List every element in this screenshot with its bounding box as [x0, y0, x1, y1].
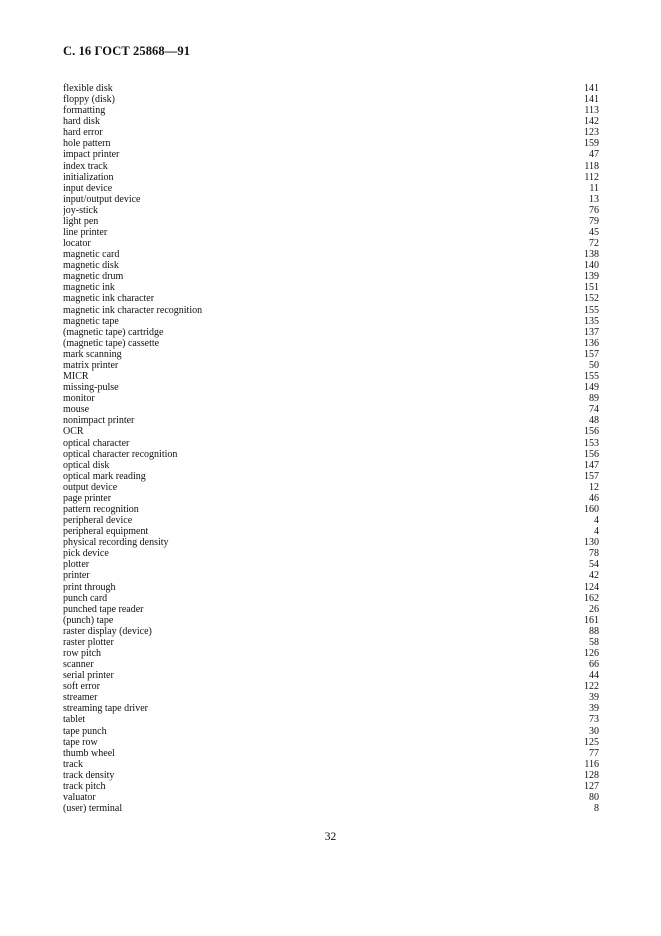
index-term: print through	[63, 581, 116, 593]
index-entry	[63, 216, 599, 227]
index-entry	[63, 493, 599, 504]
index-term: track density	[63, 769, 115, 781]
index-term: magnetic ink character recognition	[63, 304, 203, 316]
index-entry	[63, 83, 599, 94]
index-page-ref: 118	[584, 160, 599, 172]
index-entry	[63, 537, 599, 548]
index-entry	[63, 138, 599, 149]
index-entry	[63, 471, 599, 482]
index-page-ref: 136	[584, 337, 599, 349]
index-term: page printer	[63, 492, 112, 504]
index-entry	[63, 604, 599, 615]
index-term: initialization	[63, 171, 114, 183]
page-header: С. 16 ГОСТ 25868—91	[63, 44, 191, 58]
index-page-ref: 127	[584, 780, 599, 792]
index-page-ref: 77	[589, 747, 599, 759]
index-page-ref: 124	[584, 581, 599, 593]
index-entry	[63, 526, 599, 537]
page-number: 32	[324, 831, 337, 843]
index-entry	[63, 770, 599, 781]
index-term: input device	[63, 182, 113, 194]
index-entry	[63, 593, 599, 604]
index-term: nonimpact printer	[63, 415, 135, 427]
index-entry	[63, 626, 599, 637]
index-page-ref: 39	[589, 703, 599, 715]
index-entry	[63, 460, 599, 471]
index-term: magnetic card	[63, 249, 120, 261]
index-term: streamer	[63, 692, 98, 704]
index-entry	[63, 305, 599, 316]
index-term: optical character	[63, 437, 130, 449]
index-page-ref: 139	[584, 271, 599, 283]
index-term: MICR	[63, 371, 89, 383]
index-entry	[63, 105, 599, 116]
index-term: pattern recognition	[63, 503, 139, 515]
index-entry	[63, 692, 599, 703]
index-term: mark scanning	[63, 348, 122, 360]
index-term: soft error	[63, 681, 100, 693]
index-page-ref: 123	[584, 127, 599, 139]
index-entry	[63, 149, 599, 160]
index-entry	[63, 748, 599, 759]
index-entry	[63, 792, 599, 803]
index-term: magnetic ink	[63, 282, 115, 294]
index-page-ref: 137	[584, 326, 599, 338]
index-entry	[63, 482, 599, 493]
index-page-ref: 116	[584, 758, 599, 770]
index-entry	[63, 238, 599, 249]
index-term: valuator	[63, 792, 96, 803]
index-term: magnetic disk	[63, 260, 119, 272]
index-entry	[63, 338, 599, 349]
index-term: (user) terminal	[63, 803, 123, 815]
index-page-ref: 48	[589, 415, 599, 427]
index-page-ref: 88	[589, 625, 599, 637]
index-term: (punch) tape	[63, 614, 114, 626]
index-page-ref: 162	[584, 592, 599, 604]
index-term: monitor	[63, 393, 95, 405]
index-page-ref: 156	[584, 426, 599, 438]
index-term: raster plotter	[63, 636, 114, 648]
index-list	[63, 83, 599, 814]
index-entry	[63, 349, 599, 360]
index-page-ref: 39	[589, 692, 599, 704]
index-entry	[63, 194, 599, 205]
index-term: flexible disk	[63, 83, 113, 94]
index-page-ref: 157	[584, 348, 599, 360]
index-term: joy-stick	[63, 204, 98, 216]
index-entry	[63, 615, 599, 626]
index-page-ref: 125	[584, 736, 599, 748]
index-page-ref: 73	[589, 714, 599, 726]
index-entry	[63, 781, 599, 792]
index-entry	[63, 548, 599, 559]
index-entry	[63, 382, 599, 393]
index-term: matrix printer	[63, 359, 119, 371]
index-term: OCR	[63, 426, 84, 438]
index-entry	[63, 249, 599, 260]
index-page-ref: 151	[584, 282, 599, 294]
index-term: scanner	[63, 659, 94, 671]
index-page-ref: 4	[594, 515, 599, 527]
index-term: (magnetic tape) cartridge	[63, 326, 164, 338]
index-term: tape row	[63, 736, 98, 748]
index-term: thumb wheel	[63, 747, 115, 759]
index-page-ref: 13	[589, 193, 599, 205]
index-page-ref: 72	[589, 238, 599, 250]
index-term: hard error	[63, 127, 103, 139]
index-entry	[63, 371, 599, 382]
index-term: optical disk	[63, 459, 110, 471]
index-entry	[63, 449, 599, 460]
index-page-ref: 128	[584, 769, 599, 781]
index-term: streaming tape driver	[63, 703, 148, 715]
index-term: magnetic tape	[63, 315, 119, 327]
index-entry	[63, 737, 599, 748]
index-entry	[63, 282, 599, 293]
index-term: magnetic ink character	[63, 293, 155, 305]
index-entry	[63, 681, 599, 692]
index-term: serial printer	[63, 670, 114, 682]
index-term: (magnetic tape) cassette	[63, 337, 160, 349]
index-entry	[63, 504, 599, 515]
index-page-ref: 30	[589, 725, 599, 737]
index-term: track pitch	[63, 780, 106, 792]
index-page-ref: 42	[589, 570, 599, 582]
index-term: impact printer	[63, 149, 120, 161]
index-page-ref: 26	[589, 603, 599, 615]
index-page-ref: 46	[589, 492, 599, 504]
index-entry	[63, 116, 599, 127]
index-term: formatting	[63, 105, 106, 117]
index-entry	[63, 648, 599, 659]
index-term: pick device	[63, 548, 109, 560]
index-entry	[63, 360, 599, 371]
index-entry	[63, 227, 599, 238]
index-entry	[63, 582, 599, 593]
index-page-ref: 152	[584, 293, 599, 305]
index-page-ref: 147	[584, 459, 599, 471]
index-page-ref: 79	[589, 215, 599, 227]
index-term: index track	[63, 160, 108, 172]
index-page-ref: 44	[589, 670, 599, 682]
index-page-ref: 54	[589, 559, 599, 571]
index-page-ref: 149	[584, 382, 599, 394]
index-entry	[63, 205, 599, 216]
index-term: raster display (device)	[63, 625, 152, 637]
index-page-ref: 157	[584, 470, 599, 482]
index-page-ref: 130	[584, 537, 599, 549]
index-entry	[63, 260, 599, 271]
index-page-ref: 66	[589, 659, 599, 671]
index-entry	[63, 94, 599, 105]
index-page-ref: 47	[589, 149, 599, 161]
index-page-ref: 89	[589, 393, 599, 405]
index-entry	[63, 316, 599, 327]
index-entry	[63, 415, 599, 426]
index-term: peripheral device	[63, 515, 133, 527]
index-page-ref: 76	[589, 204, 599, 216]
index-entry	[63, 570, 599, 581]
index-term: output device	[63, 481, 118, 493]
index-entry	[63, 559, 599, 570]
index-entry	[63, 759, 599, 770]
index-page-ref: 142	[584, 116, 599, 128]
index-term: input/output device	[63, 193, 141, 205]
index-page-ref: 12	[589, 481, 599, 493]
index-entry	[63, 726, 599, 737]
index-page-ref: 112	[584, 171, 599, 183]
index-page-ref: 80	[589, 792, 599, 803]
index-term: punch card	[63, 592, 108, 604]
index-entry	[63, 803, 599, 814]
index-term: line printer	[63, 227, 108, 239]
index-entry	[63, 293, 599, 304]
index-term: light pen	[63, 215, 99, 227]
index-page-ref: 161	[584, 614, 599, 626]
index-entry	[63, 127, 599, 138]
index-page-ref: 122	[584, 681, 599, 693]
index-entry	[63, 271, 599, 282]
index-entry	[63, 426, 599, 437]
index-entry	[63, 670, 599, 681]
index-page-ref: 11	[589, 182, 599, 194]
index-page-ref: 126	[584, 647, 599, 659]
index-term: track	[63, 758, 83, 770]
index-term: locator	[63, 238, 91, 250]
index-entry	[63, 703, 599, 714]
index-entry	[63, 183, 599, 194]
index-page-ref: 153	[584, 437, 599, 449]
index-page-ref: 138	[584, 249, 599, 261]
index-entry	[63, 515, 599, 526]
index-term: printer	[63, 570, 90, 582]
index-page-ref: 74	[589, 404, 599, 416]
index-page-ref: 160	[584, 503, 599, 515]
index-page-ref: 78	[589, 548, 599, 560]
index-page-ref: 141	[584, 83, 599, 94]
index-term: floppy (disk)	[63, 94, 115, 106]
index-term: peripheral equipment	[63, 526, 149, 538]
index-term: tape punch	[63, 725, 107, 737]
index-term: optical mark reading	[63, 470, 146, 482]
index-entry	[63, 659, 599, 670]
index-entry	[63, 327, 599, 338]
index-page-ref: 141	[584, 94, 599, 106]
index-entry	[63, 438, 599, 449]
index-term: missing-pulse	[63, 382, 119, 394]
index-term: hard disk	[63, 116, 100, 128]
index-page-ref: 140	[584, 260, 599, 272]
index-entry	[63, 637, 599, 648]
index-term: tablet	[63, 714, 86, 726]
index-term: magnetic drum	[63, 271, 124, 283]
index-page-ref: 135	[584, 315, 599, 327]
index-page-ref: 156	[584, 448, 599, 460]
index-term: punched tape reader	[63, 603, 144, 615]
index-page-ref: 155	[584, 371, 599, 383]
index-page-ref: 58	[589, 636, 599, 648]
index-page-ref: 4	[594, 526, 599, 538]
index-term: optical character recognition	[63, 448, 178, 460]
index-page-ref: 45	[589, 227, 599, 239]
index-page-ref: 50	[589, 359, 599, 371]
index-entry	[63, 714, 599, 725]
index-entry	[63, 404, 599, 415]
index-term: hole pattern	[63, 138, 111, 150]
index-page-ref: 159	[584, 138, 599, 150]
index-page-ref: 113	[584, 105, 599, 117]
index-page-ref: 8	[594, 803, 599, 815]
index-entry	[63, 161, 599, 172]
index-term: plotter	[63, 559, 90, 571]
index-entry	[63, 393, 599, 404]
index-page-ref: 155	[584, 304, 599, 316]
index-term: mouse	[63, 404, 90, 416]
index-term: row pitch	[63, 647, 102, 659]
index-term: physical recording density	[63, 537, 169, 549]
index-entry	[63, 172, 599, 183]
